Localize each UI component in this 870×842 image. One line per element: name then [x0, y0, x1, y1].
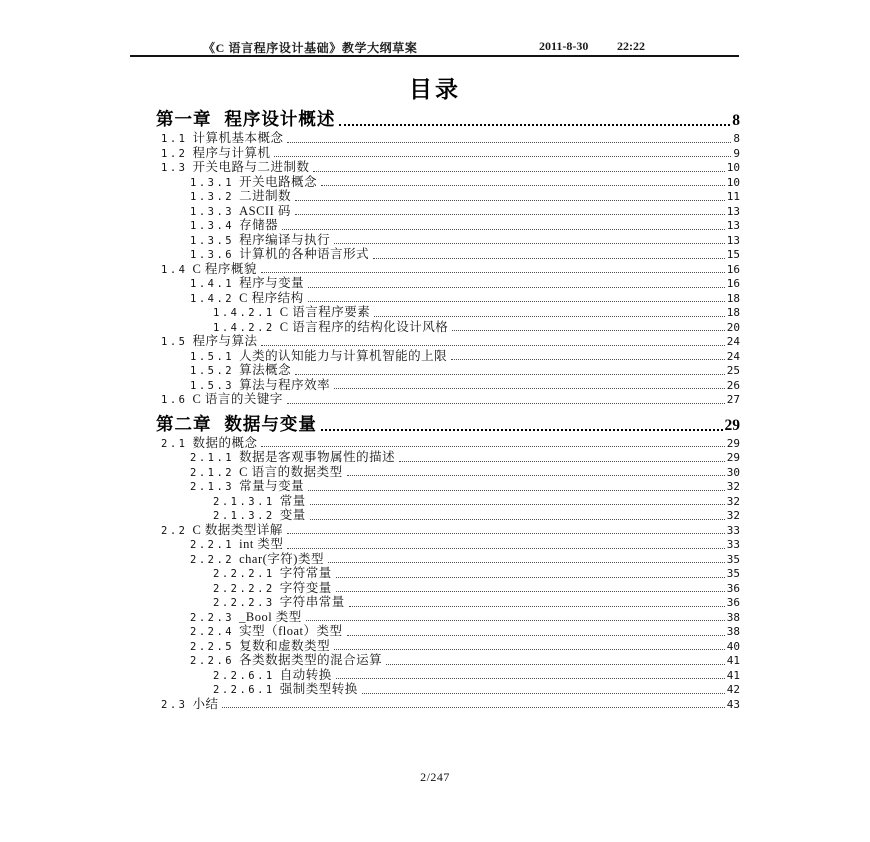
toc-entry-row[interactable] — [156, 581, 740, 596]
toc-entry-title: 程序编译与执行 — [239, 232, 331, 247]
toc-entry-number: 2.2 — [161, 524, 188, 537]
toc-entry-row[interactable] — [156, 146, 740, 161]
toc-entry-title: 各类数据类型的混合运算 — [239, 653, 383, 667]
toc-entry-row[interactable] — [156, 436, 740, 451]
toc-entry-row[interactable] — [156, 233, 740, 248]
toc-entry-page: 27 — [726, 393, 740, 406]
toc-entry-row[interactable] — [156, 639, 740, 654]
toc-entry-title: 强制类型转换 — [279, 682, 358, 696]
toc-entry-title: C 数据类型详解 — [192, 522, 283, 537]
toc-entry-row[interactable] — [156, 218, 740, 233]
toc-entry-page: 15 — [726, 248, 740, 261]
dot-leader — [374, 316, 725, 317]
toc-entry-title: C 语言的数据类型 — [239, 464, 343, 479]
toc-entry-title: 数据的概念 — [192, 435, 258, 450]
toc-entry-row[interactable] — [156, 682, 740, 697]
toc-entry-page: 16 — [726, 262, 740, 276]
toc-entry-row[interactable] — [156, 537, 740, 552]
dot-leader — [336, 678, 725, 679]
toc-entry-page: 41 — [726, 668, 740, 682]
toc-entry-number: 1.6 — [161, 394, 188, 406]
dot-leader — [313, 171, 724, 172]
toc-entry-page: 41 — [726, 654, 740, 667]
toc-entry-row[interactable] — [156, 378, 740, 393]
toc-entry-number: 2.2.2.1 — [213, 568, 275, 580]
toc-entry-row[interactable] — [156, 276, 740, 291]
toc-entry-number: 2.1.2 — [190, 466, 235, 479]
dot-leader — [336, 577, 725, 578]
dot-leader — [347, 475, 725, 476]
dot-leader — [308, 287, 725, 288]
toc-entry-page: 9 — [733, 146, 740, 160]
toc-entry-number: 2.2.2.3 — [213, 597, 275, 609]
toc-entry-page: 29 — [726, 436, 740, 450]
toc-entry-page: 35 — [726, 552, 740, 566]
dot-leader — [310, 519, 725, 520]
toc-entry-title: int 类型 — [239, 537, 284, 551]
dot-leader — [308, 490, 725, 491]
toc-entry-title: 自动转换 — [279, 667, 332, 682]
dot-leader — [349, 606, 725, 607]
toc-entry-page: 11 — [726, 190, 740, 203]
toc-entry-title: C 程序概貌 — [192, 261, 257, 276]
dot-leader — [321, 185, 725, 186]
toc-chapter-label: 第二章 数据与变量 — [156, 413, 317, 434]
toc-entry-row[interactable] — [156, 523, 740, 538]
toc-entry-number: 2.1.3.2 — [213, 510, 275, 522]
toc-entry-page: 36 — [726, 596, 740, 609]
toc-entry-title: 变量 — [279, 508, 306, 522]
dot-leader — [287, 548, 724, 549]
dot-leader — [452, 330, 725, 331]
toc-entry-number: 2.2.6.1 — [213, 669, 275, 682]
dot-leader — [321, 429, 723, 431]
toc-entry-number: 1.2 — [161, 147, 188, 160]
toc-entry-row[interactable] — [156, 247, 740, 262]
page-number-indicator: 2/247 — [420, 770, 450, 784]
toc-entry-row[interactable] — [156, 291, 740, 306]
toc-entry-number: 2.2.2.2 — [213, 582, 275, 595]
dot-leader — [339, 124, 730, 126]
toc-entry-row[interactable] — [156, 494, 740, 509]
toc-entry-number: 1.4.1 — [190, 278, 235, 290]
toc-entry-title: 程序与算法 — [192, 334, 258, 348]
toc-entry-number: 1.3.1 — [190, 176, 235, 189]
toc-entry-row[interactable] — [156, 610, 740, 625]
toc-entry-title: 计算机的各种语言形式 — [239, 247, 370, 261]
toc-entry-row[interactable] — [156, 479, 740, 494]
toc-entry-row[interactable] — [156, 131, 740, 146]
dot-leader — [287, 142, 731, 143]
toc-entry-number: 1.3.6 — [190, 249, 235, 261]
toc-entry-row[interactable] — [156, 160, 740, 175]
toc-entry-title: C 语言程序要素 — [279, 305, 371, 319]
toc-entry-page: 38 — [726, 610, 740, 624]
toc-chapter-row[interactable] — [156, 108, 740, 131]
toc-entry-row[interactable] — [156, 566, 740, 581]
toc-entry-title: C 语言程序的结构化设计风格 — [279, 319, 449, 334]
toc-entry-title: 字符串常量 — [279, 595, 345, 609]
toc-entry-row[interactable] — [156, 624, 740, 639]
header-doc-title: 《C 语言程序设计基础》教学大纲草案 — [203, 41, 418, 55]
toc-entry-row[interactable] — [156, 697, 740, 712]
toc-entry-page: 20 — [726, 320, 740, 334]
toc-entry-title: 复数和虚数类型 — [239, 638, 331, 653]
toc-entry-title: C 程序结构 — [239, 290, 304, 305]
toc-entry-page: 38 — [726, 625, 740, 638]
dot-leader — [328, 562, 725, 563]
dot-leader — [310, 504, 725, 505]
toc-entry-title: _Bool 类型 — [239, 609, 302, 624]
toc-entry-row[interactable] — [156, 204, 740, 219]
dot-leader — [295, 200, 725, 201]
toc-entry-number: 2.1.3.1 — [213, 495, 275, 508]
dot-leader — [308, 301, 725, 302]
header-time: 22:22 — [617, 39, 645, 53]
toc-entry-page: 36 — [726, 581, 740, 595]
toc-entry-number: 1.5 — [161, 336, 188, 348]
toc-entry-number: 1.5.2 — [190, 365, 235, 377]
toc-chapter-row[interactable] — [156, 413, 740, 436]
toc-entry-number: 2.2.1 — [190, 539, 235, 551]
page-header — [130, 39, 739, 55]
toc-entry-title: C 语言的关键字 — [192, 392, 283, 406]
toc-entry-row[interactable] — [156, 653, 740, 668]
toc-entry-number: 1.3.4 — [190, 220, 235, 232]
toc-entry-row[interactable] — [156, 392, 740, 407]
toc-entry-title: 常量 — [279, 493, 306, 508]
toc-entry-page: 18 — [726, 306, 740, 319]
toc-entry-page: 10 — [726, 161, 740, 174]
toc-entry-title: 常量与变量 — [239, 479, 305, 493]
dot-leader — [287, 403, 725, 404]
toc-entry-number: 1.3.3 — [190, 205, 235, 218]
toc-entry-number: 2.1 — [161, 437, 188, 450]
dot-leader — [336, 591, 725, 592]
toc-entry-title: 开关电路与二进制数 — [192, 160, 310, 174]
toc-entry-page: 13 — [726, 233, 740, 247]
toc-entry-title: 实型（float）类型 — [239, 624, 343, 638]
toc-entry-page: 30 — [726, 465, 740, 479]
toc-entry-page: 42 — [726, 683, 740, 696]
toc-entry-page: 16 — [726, 277, 740, 290]
toc-entry-title: 程序与计算机 — [192, 145, 271, 160]
toc-chapter-label: 第一章 程序设计概述 — [156, 109, 336, 129]
toc-entry-row[interactable] — [156, 320, 740, 335]
toc-entry-page: 32 — [726, 509, 740, 522]
dot-leader — [451, 359, 725, 360]
header-date: 2011-8-30 — [539, 39, 589, 53]
toc-entry-number: 1.4.2 — [190, 292, 235, 305]
dot-leader — [362, 693, 725, 694]
dot-leader — [295, 214, 725, 215]
toc-entry-number: 1.4.2.1 — [213, 307, 275, 319]
toc-entry-page: 33 — [726, 538, 740, 551]
dot-leader — [373, 258, 725, 259]
toc-entry-page: 25 — [726, 364, 740, 377]
toc-entry-title: 数据是客观事物属性的描述 — [239, 450, 396, 464]
toc-entry-page: 13 — [726, 219, 740, 232]
toc-entry-row[interactable] — [156, 305, 740, 320]
toc-entry-number: 2.2.6 — [190, 655, 235, 667]
toc-entry-number: 2.1.1 — [190, 452, 235, 464]
toc-entry-title: 计算机基本概念 — [192, 131, 284, 145]
toc-entry-page: 32 — [726, 494, 740, 508]
toc-entry-row[interactable] — [156, 450, 740, 465]
toc-entry-title: ASCII 码 — [239, 203, 291, 218]
page-footer — [0, 770, 870, 785]
toc-entry-page: 33 — [726, 523, 740, 537]
toc-entry-number: 2.1.3 — [190, 481, 235, 493]
dot-leader — [222, 707, 724, 708]
dot-leader — [399, 461, 725, 462]
toc-entry-title: 存储器 — [239, 218, 279, 232]
toc-entry-page: 40 — [726, 639, 740, 653]
toc-entry-row[interactable] — [156, 595, 740, 610]
toc-chapter-page: 8 — [732, 112, 740, 129]
dot-leader — [261, 345, 724, 346]
toc-entry-number: 1.5.1 — [190, 350, 235, 363]
toc-entry-number: 1.4 — [161, 263, 188, 276]
toc — [156, 108, 740, 711]
toc-entry-number: 1.3.5 — [190, 234, 235, 247]
toc-entry-row[interactable] — [156, 189, 740, 204]
toc-entry-number: 2.2.4 — [190, 626, 235, 638]
toc-entry-page: 35 — [726, 567, 740, 580]
toc-entry-page: 10 — [726, 175, 740, 189]
toc-entry-row[interactable] — [156, 552, 740, 567]
toc-entry-title: 字符变量 — [279, 580, 332, 595]
toc-entry-page: 26 — [726, 378, 740, 392]
toc-entry-title: 字符常量 — [279, 566, 332, 580]
toc-entry-page: 24 — [726, 349, 740, 363]
toc-entry-row[interactable] — [156, 334, 740, 349]
toc-entry-title: 算法概念 — [239, 363, 292, 377]
toc-entry-row[interactable] — [156, 508, 740, 523]
toc-entry-number: 2.2.6.1 — [213, 684, 275, 696]
toc-entry-number: 2.3 — [161, 698, 188, 711]
dot-leader — [306, 620, 725, 621]
toc-entry-title: char(字符)类型 — [239, 551, 324, 566]
toc-entry-title: 算法与程序效率 — [239, 377, 331, 392]
dot-leader — [334, 388, 725, 389]
toc-entry-number: 2.2.3 — [190, 611, 235, 624]
toc-entry-number: 1.3 — [161, 162, 188, 174]
dot-leader — [287, 533, 725, 534]
dot-leader — [282, 229, 725, 230]
page-title: 目录 — [409, 76, 461, 102]
toc-entry-number: 1.1 — [161, 133, 188, 145]
toc-entry-page: 24 — [726, 335, 740, 348]
toc-entry-title: 人类的认知能力与计算机智能的上限 — [239, 348, 448, 363]
dot-leader — [347, 635, 725, 636]
toc-entry-number: 1.5.3 — [190, 379, 235, 392]
toc-entry-number: 1.4.2.2 — [213, 321, 275, 334]
toc-entry-row[interactable] — [156, 175, 740, 190]
toc-entry-page: 18 — [726, 291, 740, 305]
dot-leader — [261, 272, 725, 273]
toc-entry-number: 2.2.5 — [190, 640, 235, 653]
toc-entry-row[interactable] — [156, 363, 740, 378]
toc-entry-page: 32 — [726, 480, 740, 493]
toc-entry-title: 二进制数 — [239, 189, 292, 203]
toc-entry-row[interactable] — [156, 465, 740, 480]
toc-chapter-page: 29 — [724, 416, 740, 434]
toc-entry-page: 43 — [726, 697, 740, 711]
header-rule — [130, 55, 739, 57]
dot-leader — [274, 156, 731, 157]
toc-entry-page: 29 — [726, 451, 740, 464]
toc-entry-title: 小结 — [192, 696, 219, 711]
toc-entry-number: 2.2.2 — [190, 553, 235, 566]
toc-entry-row[interactable] — [156, 668, 740, 683]
dot-leader — [386, 664, 725, 665]
toc-entry-row[interactable] — [156, 349, 740, 364]
dot-leader — [295, 374, 725, 375]
toc-entry-page: 8 — [733, 132, 740, 145]
toc-entry-page: 13 — [726, 204, 740, 218]
toc-entry-title: 开关电路概念 — [239, 174, 318, 189]
toc-entry-title: 程序与变量 — [239, 276, 305, 290]
dot-leader — [334, 243, 725, 244]
dot-leader — [261, 446, 724, 447]
dot-leader — [334, 649, 725, 650]
toc-entry-row[interactable] — [156, 262, 740, 277]
toc-entry-number: 1.3.2 — [190, 191, 235, 203]
